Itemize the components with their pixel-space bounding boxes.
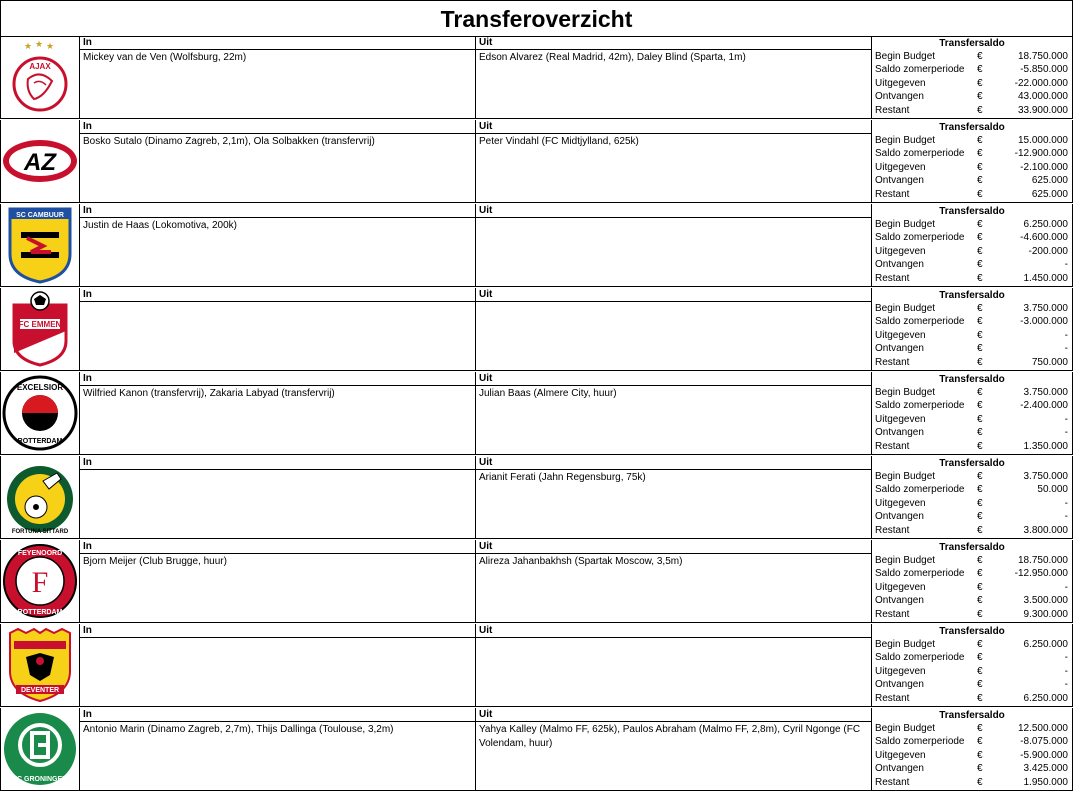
currency-symbol: €	[977, 175, 983, 187]
balance-title: Transfersaldo	[939, 374, 1005, 385]
balance-line	[872, 218, 1072, 231]
currency-symbol: €	[977, 608, 983, 620]
transfers-in-cell	[80, 624, 476, 707]
in-header: In	[80, 120, 475, 134]
balance-value: 50.000	[1037, 484, 1068, 496]
balance-line	[872, 722, 1072, 735]
balance-label: Uitgegeven	[875, 77, 926, 89]
transfers-out-cell	[476, 204, 872, 287]
currency-symbol: €	[977, 51, 983, 62]
club-row	[0, 204, 1073, 288]
balance-label: Restant	[875, 272, 910, 284]
balance-label: Ontvangen	[875, 427, 924, 439]
balance-line	[872, 245, 1072, 258]
transfers-in-text: Mickey van de Ven (Wolfsburg, 22m)	[83, 52, 247, 63]
balance-line	[872, 77, 1072, 90]
club-logo-cell	[0, 372, 80, 455]
currency-symbol: €	[977, 91, 983, 103]
balance-title: Transfersaldo	[939, 122, 1005, 133]
currency-symbol: €	[977, 343, 983, 355]
currency-symbol: €	[977, 316, 983, 328]
balance-label: Ontvangen	[875, 259, 924, 271]
balance-value: 3.750.000	[1023, 387, 1068, 398]
balance-label: Ontvangen	[875, 343, 924, 355]
uit-header: Uit	[476, 204, 871, 218]
balance-value: -12.950.000	[1014, 568, 1068, 580]
uit-header: Uit	[476, 288, 871, 302]
svg-text:★: ★	[35, 39, 44, 49]
balance-line	[872, 356, 1072, 369]
currency-symbol: €	[977, 776, 983, 788]
transfers-out-text: Yahya Kalley (Malmo FF, 625k), Paulos Abraham (Malmo FF, 2,8m), Cyril Ngonge (FC Volendam, huur)	[479, 724, 861, 749]
uit-header: Uit	[476, 540, 871, 554]
balance-line	[872, 161, 1072, 174]
balance-line	[872, 581, 1072, 594]
transfers-out-text: Edson Alvarez (Real Madrid, 42m), Daley Blind (Sparta, 1m)	[479, 52, 746, 63]
balance-value: 6.250.000	[1023, 219, 1068, 230]
currency-symbol: €	[977, 652, 983, 664]
svg-text:F: F	[31, 566, 49, 599]
balance-value: -5.850.000	[1020, 64, 1068, 76]
balance-line	[872, 50, 1072, 63]
transfers-in-text	[80, 302, 475, 303]
svg-text:ROTTERDAM: ROTTERDAM	[17, 438, 63, 445]
currency-symbol: €	[977, 387, 983, 398]
balance-line	[872, 749, 1072, 762]
gae-logo	[4, 627, 76, 703]
currency-symbol: €	[977, 272, 983, 284]
currency-symbol: €	[977, 303, 983, 314]
balance-line	[872, 470, 1072, 483]
club-logo-cell	[0, 708, 80, 791]
club-row	[0, 456, 1073, 540]
balance-line	[872, 342, 1072, 355]
currency-symbol: €	[977, 329, 983, 341]
transfers-out-text: Peter Vindahl (FC Midtjylland, 625k)	[479, 136, 639, 147]
uit-header: Uit	[476, 708, 871, 722]
currency-symbol: €	[977, 484, 983, 496]
transfers-in-text: Antonio Marin (Dinamo Zagreb, 2,7m), Thijs Dallinga (Toulouse, 3,2m)	[83, 724, 394, 735]
balance-label: Saldo zomerperiode	[875, 652, 965, 664]
in-header: In	[80, 540, 475, 554]
balance-value: -5.900.000	[1020, 749, 1068, 761]
club-row	[0, 372, 1073, 456]
cambuur-logo	[7, 206, 73, 284]
balance-label: Begin Budget	[875, 555, 936, 566]
currency-symbol: €	[977, 259, 983, 271]
svg-text:★: ★	[46, 41, 55, 51]
balance-label: Restant	[875, 440, 910, 452]
svg-text:AZ: AZ	[24, 149, 56, 176]
transfer-balance-cell	[872, 540, 1073, 623]
balance-title: Transfersaldo	[939, 626, 1005, 637]
club-logo-cell	[0, 204, 80, 287]
balance-label: Begin Budget	[875, 303, 936, 314]
balance-value: 1.450.000	[1023, 272, 1068, 284]
balance-line	[872, 608, 1072, 621]
balance-line	[872, 524, 1072, 537]
balance-value: -200.000	[1028, 245, 1068, 257]
balance-value: 625.000	[1031, 188, 1068, 200]
balance-label: Begin Budget	[875, 135, 936, 146]
balance-label: Saldo zomerperiode	[875, 148, 965, 160]
balance-label: Uitgegeven	[875, 329, 926, 341]
club-logo-cell	[0, 120, 80, 203]
balance-label: Saldo zomerperiode	[875, 736, 965, 748]
club-row	[0, 624, 1073, 708]
balance-value: -	[1064, 329, 1068, 341]
club-logo-cell	[0, 456, 80, 539]
balance-value: 6.250.000	[1023, 692, 1068, 704]
balance-label: Restant	[875, 188, 910, 200]
in-header: In	[80, 456, 475, 470]
balance-label: Restant	[875, 776, 910, 788]
balance-line	[872, 90, 1072, 103]
svg-text:★: ★	[24, 41, 33, 51]
transfers-in-text	[80, 638, 475, 639]
balance-line	[872, 510, 1072, 523]
transfers-out-cell	[476, 36, 872, 119]
currency-symbol: €	[977, 232, 983, 244]
balance-label: Begin Budget	[875, 471, 936, 482]
balance-label: Begin Budget	[875, 219, 936, 230]
transfers-in-text: Bjorn Meijer (Club Brugge, huur)	[83, 556, 227, 567]
balance-label: Saldo zomerperiode	[875, 316, 965, 328]
transfers-in-text: Wilfried Kanon (transfervrij), Zakaria Labyad (transfervrij)	[83, 388, 335, 399]
uit-header: Uit	[476, 36, 871, 50]
transfers-out-cell	[476, 540, 872, 623]
balance-value: 43.000.000	[1017, 91, 1068, 103]
currency-symbol: €	[977, 749, 983, 761]
balance-value: 12.500.000	[1017, 723, 1068, 734]
balance-line	[872, 483, 1072, 496]
uit-header: Uit	[476, 120, 871, 134]
emmen-logo	[10, 291, 70, 367]
currency-symbol: €	[977, 639, 983, 650]
balance-line	[872, 386, 1072, 399]
balance-line	[872, 567, 1072, 580]
balance-value: 3.750.000	[1023, 471, 1068, 482]
balance-label: Uitgegeven	[875, 665, 926, 677]
balance-line	[872, 594, 1072, 607]
transfers-out-cell	[476, 120, 872, 203]
balance-line	[872, 174, 1072, 187]
balance-line	[872, 104, 1072, 117]
balance-value: -2.400.000	[1020, 400, 1068, 412]
balance-line	[872, 554, 1072, 567]
balance-label: Begin Budget	[875, 723, 936, 734]
transfers-in-cell	[80, 372, 476, 455]
balance-label: Saldo zomerperiode	[875, 400, 965, 412]
uit-header: Uit	[476, 372, 871, 386]
balance-line	[872, 329, 1072, 342]
club-logo-cell	[0, 288, 80, 371]
uit-header: Uit	[476, 624, 871, 638]
balance-line	[872, 762, 1072, 775]
transfer-balance-cell	[872, 204, 1073, 287]
balance-value: -	[1064, 497, 1068, 509]
ajax-logo	[4, 39, 76, 115]
balance-value: -	[1064, 581, 1068, 593]
transfers-out-cell	[476, 288, 872, 371]
currency-symbol: €	[977, 511, 983, 523]
currency-symbol: €	[977, 763, 983, 775]
transfers-out-text	[476, 218, 871, 219]
transfers-out-text	[476, 638, 871, 639]
balance-line	[872, 302, 1072, 315]
balance-label: Uitgegeven	[875, 413, 926, 425]
svg-text:FC GRONINGEN: FC GRONINGEN	[12, 776, 68, 783]
in-header: In	[80, 204, 475, 218]
balance-line	[872, 440, 1072, 453]
club-row	[0, 120, 1073, 204]
transfers-in-text	[80, 470, 475, 471]
transfers-out-cell	[476, 624, 872, 707]
transfers-in-cell	[80, 456, 476, 539]
currency-symbol: €	[977, 555, 983, 566]
transfer-balance-cell	[872, 120, 1073, 203]
balance-value: -	[1064, 343, 1068, 355]
balance-label: Uitgegeven	[875, 161, 926, 173]
transfers-in-text: Bosko Sutalo (Dinamo Zagreb, 2,1m), Ola Solbakken (transfervrij)	[83, 136, 375, 147]
balance-label: Begin Budget	[875, 639, 936, 650]
balance-value: 3.500.000	[1023, 595, 1068, 607]
balance-label: Begin Budget	[875, 51, 936, 62]
currency-symbol: €	[977, 135, 983, 146]
balance-value: -22.000.000	[1014, 77, 1068, 89]
in-header: In	[80, 36, 475, 50]
currency-symbol: €	[977, 595, 983, 607]
balance-label: Ontvangen	[875, 595, 924, 607]
club-logo-cell	[0, 36, 80, 119]
transfers-in-cell	[80, 708, 476, 791]
balance-value: -	[1064, 259, 1068, 271]
balance-value: 15.000.000	[1017, 135, 1068, 146]
balance-label: Restant	[875, 104, 910, 116]
balance-label: Uitgegeven	[875, 497, 926, 509]
transfer-balance-cell	[872, 624, 1073, 707]
balance-value: -	[1064, 511, 1068, 523]
balance-value: 3.800.000	[1023, 524, 1068, 536]
transfers-out-cell	[476, 456, 872, 539]
balance-label: Ontvangen	[875, 91, 924, 103]
club-row	[0, 540, 1073, 624]
balance-line	[872, 497, 1072, 510]
currency-symbol: €	[977, 524, 983, 536]
balance-value: 18.750.000	[1017, 555, 1068, 566]
transfers-in-text: Justin de Haas (Lokomotiva, 200k)	[83, 220, 237, 231]
balance-value: -	[1064, 652, 1068, 664]
transfers-in-cell	[80, 288, 476, 371]
currency-symbol: €	[977, 665, 983, 677]
svg-text:ROTTERDAM: ROTTERDAM	[17, 609, 63, 616]
balance-value: 1.950.000	[1023, 776, 1068, 788]
balance-value: -12.900.000	[1014, 148, 1068, 160]
transfers-in-cell	[80, 540, 476, 623]
balance-line	[872, 315, 1072, 328]
club-row	[0, 288, 1073, 372]
balance-value: 33.900.000	[1017, 104, 1068, 116]
balance-value: 3.750.000	[1023, 303, 1068, 314]
balance-label: Ontvangen	[875, 511, 924, 523]
balance-line	[872, 231, 1072, 244]
balance-label: Uitgegeven	[875, 749, 926, 761]
balance-label: Saldo zomerperiode	[875, 484, 965, 496]
az-logo	[2, 139, 78, 183]
svg-text:SC CAMBUUR: SC CAMBUUR	[16, 212, 64, 219]
balance-title: Transfersaldo	[939, 710, 1005, 721]
balance-label: Restant	[875, 692, 910, 704]
balance-label: Saldo zomerperiode	[875, 568, 965, 580]
currency-symbol: €	[977, 427, 983, 439]
currency-symbol: €	[977, 497, 983, 509]
currency-symbol: €	[977, 64, 983, 76]
transfers-in-cell	[80, 120, 476, 203]
balance-line	[872, 272, 1072, 285]
balance-value: -	[1064, 413, 1068, 425]
transfers-out-cell	[476, 708, 872, 791]
transfers-out-text: Arianit Ferati (Jahn Regensburg, 75k)	[479, 472, 646, 483]
currency-symbol: €	[977, 440, 983, 452]
balance-value: 750.000	[1031, 356, 1068, 368]
club-row	[0, 36, 1073, 120]
transfer-balance-cell	[872, 288, 1073, 371]
currency-symbol: €	[977, 581, 983, 593]
excelsior-logo	[2, 375, 78, 451]
currency-symbol: €	[977, 188, 983, 200]
balance-value: 3.425.000	[1023, 763, 1068, 775]
transfers-in-cell	[80, 204, 476, 287]
currency-symbol: €	[977, 679, 983, 691]
balance-line	[872, 692, 1072, 705]
transfers-out-cell	[476, 372, 872, 455]
page-title: Transferoverzicht	[0, 0, 1073, 37]
in-header: In	[80, 288, 475, 302]
fortuna-logo	[5, 459, 75, 535]
currency-symbol: €	[977, 219, 983, 230]
balance-line	[872, 413, 1072, 426]
balance-line	[872, 678, 1072, 691]
balance-line	[872, 188, 1072, 201]
balance-line	[872, 134, 1072, 147]
svg-text:FC EMMEN: FC EMMEN	[18, 320, 62, 329]
transfers-out-text: Alireza Jahanbakhsh (Spartak Moscow, 3,5m)	[479, 556, 683, 567]
balance-value: 18.750.000	[1017, 51, 1068, 62]
balance-line	[872, 63, 1072, 76]
balance-label: Restant	[875, 356, 910, 368]
balance-value: -	[1064, 665, 1068, 677]
transfers-in-cell	[80, 36, 476, 119]
balance-title: Transfersaldo	[939, 542, 1005, 553]
club-logo-cell	[0, 624, 80, 707]
currency-symbol: €	[977, 104, 983, 116]
currency-symbol: €	[977, 148, 983, 160]
balance-title: Transfersaldo	[939, 290, 1005, 301]
balance-line	[872, 638, 1072, 651]
balance-line	[872, 147, 1072, 160]
transfers-out-text: Julian Baas (Almere City, huur)	[479, 388, 617, 399]
balance-title: Transfersaldo	[939, 38, 1005, 49]
balance-label: Restant	[875, 524, 910, 536]
currency-symbol: €	[977, 400, 983, 412]
balance-label: Ontvangen	[875, 679, 924, 691]
club-row	[0, 708, 1073, 792]
balance-value: -	[1064, 679, 1068, 691]
balance-label: Saldo zomerperiode	[875, 64, 965, 76]
balance-label: Ontvangen	[875, 763, 924, 775]
club-logo-cell	[0, 540, 80, 623]
currency-symbol: €	[977, 356, 983, 368]
currency-symbol: €	[977, 245, 983, 257]
balance-label: Restant	[875, 608, 910, 620]
balance-label: Uitgegeven	[875, 245, 926, 257]
balance-title: Transfersaldo	[939, 458, 1005, 469]
balance-line	[872, 651, 1072, 664]
feyenoord-logo	[2, 543, 78, 619]
transfer-balance-cell	[872, 708, 1073, 791]
balance-value: 6.250.000	[1023, 639, 1068, 650]
currency-symbol: €	[977, 692, 983, 704]
balance-line	[872, 735, 1072, 748]
currency-symbol: €	[977, 161, 983, 173]
svg-text:DEVENTER: DEVENTER	[20, 687, 60, 694]
currency-symbol: €	[977, 568, 983, 580]
balance-line	[872, 258, 1072, 271]
currency-symbol: €	[977, 413, 983, 425]
in-header: In	[80, 624, 475, 638]
balance-value: 625.000	[1031, 175, 1068, 187]
balance-label: Saldo zomerperiode	[875, 232, 965, 244]
balance-line	[872, 399, 1072, 412]
balance-value: -4.600.000	[1020, 232, 1068, 244]
transfer-balance-cell	[872, 456, 1073, 539]
balance-value: 9.300.000	[1023, 608, 1068, 620]
svg-text:EXCELSIOR: EXCELSIOR	[16, 383, 64, 392]
balance-line	[872, 776, 1072, 789]
currency-symbol: €	[977, 77, 983, 89]
balance-label: Uitgegeven	[875, 581, 926, 593]
currency-symbol: €	[977, 471, 983, 482]
balance-line	[872, 426, 1072, 439]
balance-value: -8.075.000	[1020, 736, 1068, 748]
balance-value: 1.350.000	[1023, 440, 1068, 452]
svg-text:AJAX: AJAX	[29, 62, 51, 71]
balance-label: Begin Budget	[875, 387, 936, 398]
uit-header: Uit	[476, 456, 871, 470]
balance-title: Transfersaldo	[939, 206, 1005, 217]
balance-line	[872, 665, 1072, 678]
in-header: In	[80, 372, 475, 386]
transfers-out-text	[476, 302, 871, 303]
balance-value: -3.000.000	[1020, 316, 1068, 328]
balance-value: -	[1064, 427, 1068, 439]
balance-value: -2.100.000	[1020, 161, 1068, 173]
balance-label: Ontvangen	[875, 175, 924, 187]
currency-symbol: €	[977, 723, 983, 734]
transfer-balance-cell	[872, 372, 1073, 455]
in-header: In	[80, 708, 475, 722]
svg-text:FEYENOORD: FEYENOORD	[17, 550, 63, 557]
currency-symbol: €	[977, 736, 983, 748]
groningen-logo	[2, 711, 78, 787]
transfer-balance-cell	[872, 36, 1073, 119]
svg-text:FORTUNA SITTARD: FORTUNA SITTARD	[11, 529, 69, 535]
